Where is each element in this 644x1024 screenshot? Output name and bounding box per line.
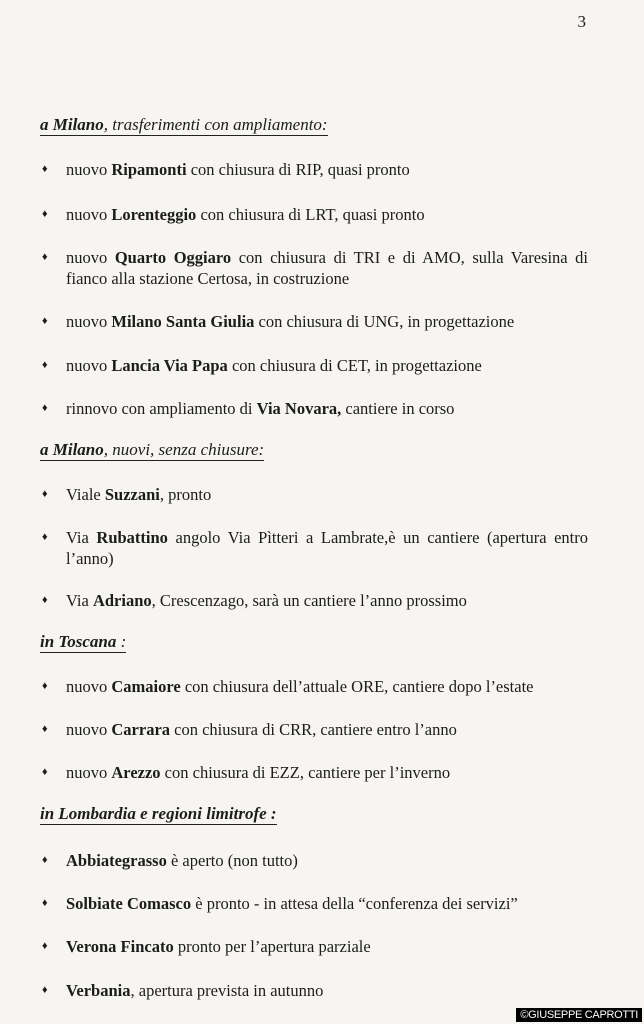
item-post: con chiusura di TRI e di AMO, sulla Varesina di fianco alla stazione Certosa, in costruzione	[66, 248, 588, 288]
diamond-bullet-icon: ♦	[42, 208, 48, 220]
diamond-bullet-icon: ♦	[42, 315, 48, 327]
item-pre: nuovo	[66, 677, 112, 696]
diamond-bullet-icon: ♦	[42, 723, 48, 735]
item-pre: nuovo	[66, 160, 112, 179]
diamond-bullet-icon: ♦	[42, 531, 48, 543]
item-pre: Via	[66, 591, 93, 610]
item-bold: Lancia Via Papa	[111, 356, 228, 375]
heading-bold: a Milano	[40, 115, 104, 134]
item-bold: Arezzo	[111, 763, 161, 782]
item-bold: Rubattino	[96, 528, 168, 547]
item-bold: Camaiore	[111, 677, 181, 696]
diamond-bullet-icon: ♦	[42, 854, 48, 866]
diamond-bullet-icon: ♦	[42, 940, 48, 952]
item-bold: Verona Fincato	[66, 937, 174, 956]
list-item	[42, 311, 588, 332]
item-post: pronto per l’apertura parziale	[173, 937, 371, 956]
diamond-bullet-icon: ♦	[42, 766, 48, 778]
item-bold: Ripamonti	[111, 160, 187, 179]
heading-rest: , nuovi, senza chiusure:	[103, 440, 265, 459]
item-post: con chiusura di UNG, in progettazione	[254, 312, 515, 331]
diamond-bullet-icon: ♦	[42, 680, 48, 692]
list-item	[42, 590, 588, 611]
item-pre: Via	[66, 528, 97, 547]
list-item	[42, 398, 588, 419]
list-item	[42, 850, 588, 871]
diamond-bullet-icon: ♦	[42, 984, 48, 996]
diamond-bullet-icon: ♦	[42, 163, 48, 175]
diamond-bullet-icon: ♦	[42, 594, 48, 606]
item-pre: nuovo	[66, 205, 112, 224]
heading-bold: in Lombardia e regioni limitrofe :	[40, 804, 277, 823]
item-post: angolo Via Pìtteri a Lambrate,è un cantiere (apertura entro l’anno)	[66, 528, 588, 568]
item-bold: Carrara	[111, 720, 171, 739]
item-bold: Suzzani	[104, 485, 160, 504]
item-bold: Milano Santa Giulia	[111, 312, 255, 331]
diamond-bullet-icon: ♦	[42, 251, 48, 263]
item-pre: nuovo	[66, 763, 112, 782]
diamond-bullet-icon: ♦	[42, 359, 48, 371]
heading-rest: , trasferimenti con ampliamento:	[103, 115, 328, 134]
item-pre: nuovo	[66, 720, 112, 739]
item-bold: Adriano	[92, 591, 152, 610]
item-bold: Quarto Oggiaro	[114, 248, 232, 267]
item-post: con chiusura dell’attuale ORE, cantiere dopo l’estate	[180, 677, 534, 696]
heading-bold: in Toscana	[40, 632, 117, 651]
list-item	[42, 355, 588, 376]
item-pre: nuovo	[66, 312, 112, 331]
item-post: con chiusura di CET, in progettazione	[227, 356, 482, 375]
diamond-bullet-icon: ♦	[42, 897, 48, 909]
item-post: con chiusura di EZZ, cantiere per l’inverno	[160, 763, 451, 782]
list-item	[42, 204, 588, 225]
item-pre: Viale	[66, 485, 105, 504]
item-post: è pronto - in attesa della “conferenza dei servizi”	[191, 894, 518, 913]
diamond-bullet-icon: ♦	[42, 402, 48, 414]
item-post: con chiusura di CRR, cantiere entro l’anno	[170, 720, 457, 739]
item-pre: rinnovo con ampliamento di	[66, 399, 257, 418]
list-item	[42, 484, 588, 505]
item-post: è aperto (non tutto)	[166, 851, 298, 870]
list-item	[42, 719, 588, 740]
item-bold: Lorenteggio	[111, 205, 197, 224]
item-bold: Verbania	[66, 981, 131, 1000]
item-pre: nuovo	[66, 356, 112, 375]
copyright-watermark: ©GIUSEPPE CAPROTTI	[516, 1008, 642, 1022]
item-bold: Via Novara,	[256, 399, 342, 418]
list-item	[42, 936, 588, 957]
heading-rest: :	[116, 632, 127, 651]
item-bold: Solbiate Comasco	[66, 894, 192, 913]
section-heading	[40, 441, 264, 461]
section-heading	[40, 633, 126, 653]
list-item	[42, 762, 588, 783]
page-number: 3	[577, 12, 586, 31]
list-item	[42, 247, 588, 289]
item-post: , Crescenzago, sarà un cantiere l’anno prossimo	[151, 591, 467, 610]
list-item	[42, 527, 588, 569]
item-pre: nuovo	[66, 248, 115, 267]
item-post: con chiusura di RIP, quasi pronto	[186, 160, 410, 179]
item-bold: Abbiategrasso	[66, 851, 167, 870]
list-item	[42, 893, 588, 914]
section-heading	[40, 116, 328, 136]
list-item	[42, 676, 588, 697]
section-heading	[40, 805, 277, 825]
list-item	[42, 980, 588, 1001]
diamond-bullet-icon: ♦	[42, 488, 48, 500]
list-item	[42, 159, 588, 180]
heading-bold: a Milano	[40, 440, 104, 459]
item-post: con chiusura di LRT, quasi pronto	[196, 205, 425, 224]
item-post: , apertura prevista in autunno	[130, 981, 324, 1000]
item-post: , pronto	[159, 485, 212, 504]
item-post: cantiere in corso	[341, 399, 455, 418]
